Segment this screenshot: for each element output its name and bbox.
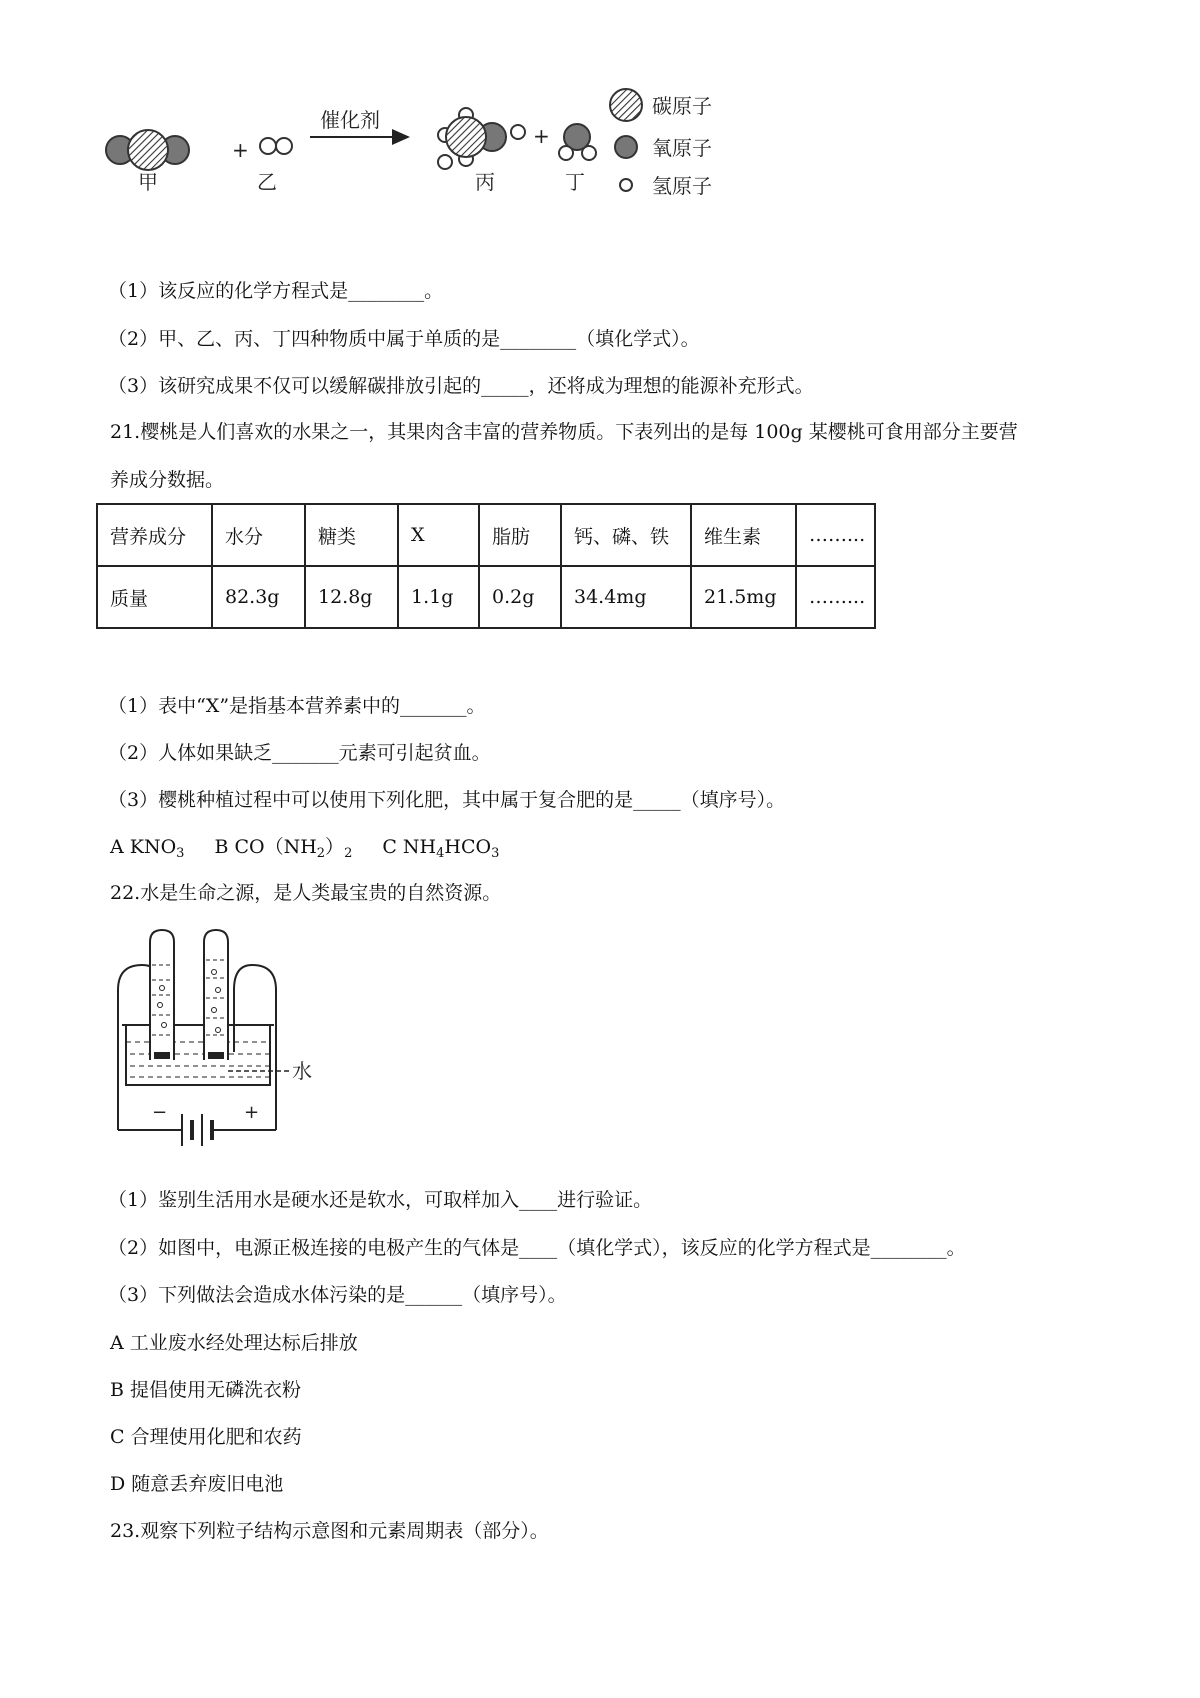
- option-b: B $CO(NH_2)_2$: [214, 836, 353, 861]
- q22-sub2: （2）如图中，电源正极连接的电极产生的气体是____（填化学式），该反应的化学方程式是________。: [108, 1237, 966, 1259]
- nutrition-table: [96, 503, 876, 629]
- reaction-diagram: [100, 85, 800, 225]
- q22-option-c: C 合理使用化肥和农药: [110, 1426, 302, 1448]
- table-cell: 21.5mg: [691, 566, 796, 628]
- q22-option-a: A 工业废水经处理达标后排放: [110, 1332, 358, 1354]
- label-jia: 甲: [138, 170, 158, 194]
- molecule-bing: [438, 108, 525, 169]
- q22-option-b: B 提倡使用无磷洗衣粉: [110, 1379, 302, 1401]
- molecule-ding: [559, 124, 596, 160]
- q21-stem-line1: 21.樱桃是人们喜欢的水果之一，其果肉含丰富的营养物质。下表列出的是每 100g 某樱桃可食用部分主要营: [110, 421, 1018, 443]
- table-cell: 脂肪: [479, 504, 561, 566]
- table-cell: ……...: [796, 504, 875, 566]
- catalyst-label: 催化剂: [320, 108, 380, 132]
- q22-sub1: （1）鉴别生活用水是硬水还是软水，可取样加入____进行验证。: [108, 1189, 653, 1211]
- table-cell: 营养成分: [97, 504, 212, 566]
- table-cell: 1.1g: [398, 566, 479, 628]
- q21-sub1: （1）表中“X”是指基本营养素中的_______。: [108, 695, 486, 717]
- label-yi: 乙: [257, 170, 277, 194]
- table-cell: 82.3g: [212, 566, 305, 628]
- table-cell: 0.2g: [479, 566, 561, 628]
- label-bing: 丙: [475, 170, 495, 194]
- table-cell: 钙、磷、铁: [561, 504, 691, 566]
- table-cell: X: [398, 504, 479, 566]
- hydrogen-atom-swatch: [620, 179, 632, 191]
- q21-sub3: （3）樱桃种植过程中可以使用下列化肥，其中属于复合肥的是_____（填序号）。: [108, 789, 786, 811]
- q20-sub1: （1）该反应的化学方程式是________。: [108, 280, 444, 302]
- q22-stem: 22.水是生命之源，是人类最宝贵的自然资源。: [110, 882, 502, 904]
- legend-oxygen: 氧原子: [652, 136, 712, 160]
- plus-sign-2: +: [533, 124, 550, 148]
- carbon-atom-swatch: [610, 89, 642, 121]
- plus-terminal: +: [244, 1102, 260, 1123]
- q20-sub2: （2）甲、乙、丙、丁四种物质中属于单质的是________（填化学式）。: [108, 328, 700, 350]
- oxygen-atom-swatch: [615, 136, 637, 158]
- option-a: A $KNO_3$: [110, 836, 185, 861]
- q22-option-d: D 随意丢弃废旧电池: [110, 1473, 284, 1495]
- table-cell: 维生素: [691, 504, 796, 566]
- q20-sub3: （3）该研究成果不仅可以缓解碳排放引起的_____，还将成为理想的能源补充形式。: [108, 375, 814, 397]
- water-label: 水: [292, 1059, 312, 1083]
- table-cell: 糖类: [305, 504, 398, 566]
- q21-sub2: （2）人体如果缺乏_______元素可引起贫血。: [108, 742, 491, 764]
- q21-stem-line2: 养成分数据。: [110, 469, 225, 491]
- option-c: C $NH_4HCO_3$: [382, 836, 500, 861]
- molecule-yi: [260, 138, 292, 154]
- table-row: [97, 566, 875, 628]
- table-cell: ……...: [796, 566, 875, 628]
- electrolysis-diagram: [100, 920, 360, 1160]
- plus-sign-1: +: [232, 138, 249, 162]
- molecule-jia: [106, 130, 189, 170]
- minus-terminal: −: [152, 1102, 168, 1123]
- table-cell: 水分: [212, 504, 305, 566]
- q21-options: [110, 835, 499, 859]
- table-row: [97, 504, 875, 566]
- legend-carbon: 碳原子: [652, 94, 712, 118]
- q22-sub3: （3）下列做法会造成水体污染的是______（填序号）。: [108, 1284, 567, 1306]
- legend: [610, 89, 712, 198]
- legend-hydrogen: 氢原子: [652, 174, 712, 198]
- label-ding: 丁: [565, 170, 585, 194]
- q23-stem: 23.观察下列粒子结构示意图和元素周期表（部分）。: [110, 1520, 549, 1542]
- table-cell: 34.4mg: [561, 566, 691, 628]
- table-cell: 12.8g: [305, 566, 398, 628]
- table-cell: 质量: [97, 566, 212, 628]
